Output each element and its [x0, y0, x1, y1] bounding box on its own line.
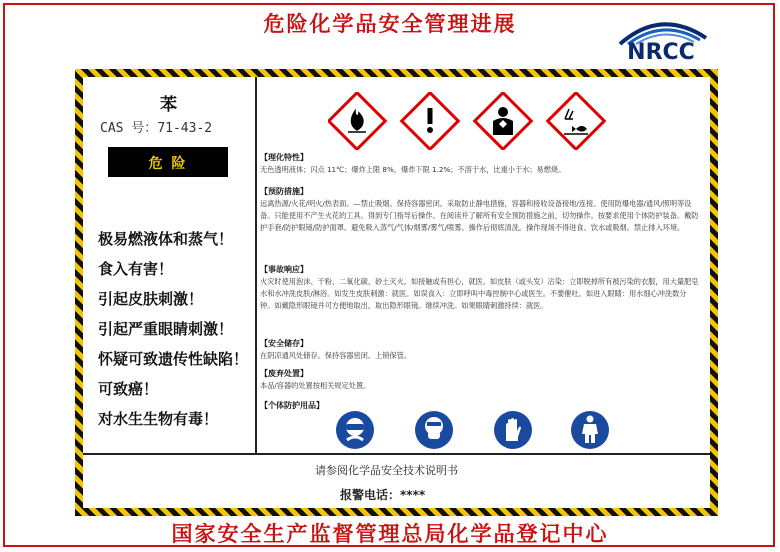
face-shield-icon: [335, 410, 375, 450]
ghs-pictograms: [328, 92, 618, 150]
footer-divider: [83, 453, 710, 455]
hazard-statement: 对水生生物有毒！: [98, 410, 219, 428]
gloves-icon: [493, 410, 533, 450]
hazard-statement: 引起皮肤刺激！: [98, 290, 204, 308]
signal-word: 危 险: [148, 156, 188, 172]
section-title: 【安全储存】: [260, 339, 308, 348]
section-body: 在阴凉通风处储存。保持容器密闭。上锁保管。: [260, 351, 411, 360]
section-body: 本品/容器的处置按相关规定处置。: [260, 381, 371, 390]
section-title: 【理化特性】: [260, 153, 308, 162]
section-title: 【事故响应】: [260, 265, 308, 274]
section-body: 无色透明液体；闪点 11℃；爆炸上限 8%，爆炸下限 1.2%；不溶于水，比重小于水；易燃烧。: [260, 165, 566, 174]
section-ppe: [260, 400, 700, 412]
organization-name: 国家安全生产监督管理总局化学品登记中心: [171, 522, 609, 546]
section-storage: [260, 338, 700, 362]
column-divider: [255, 77, 257, 453]
hazard-statement: 食入有害！: [98, 260, 174, 278]
hazard-statement: 极易燃液体和蒸气！: [98, 230, 234, 248]
page-title: 危险化学品安全管理进展: [263, 12, 517, 36]
hazard-statement: 怀疑可致遗传性缺陷！: [98, 350, 249, 368]
cas-label: CAS 号：: [100, 121, 158, 136]
hazard-statement: 可致癌！: [98, 380, 159, 398]
phone-label: 报警电话：: [340, 488, 401, 502]
health-hazard-icon: [475, 93, 532, 150]
cas-value: 71-43-2: [157, 121, 213, 136]
signal-word-box: [108, 147, 228, 177]
section-body: 远离热源/火花/明火/热表面。—禁止吸烟。保持容器密闭。采取防止静电措施，容器和接收设备接地/连接。使用防爆电器/通风/照明等设备。只能使用不产生火花的工具。得到专门指导后操作。在阅读并了解所有安全预防措施之前，切勿操作。按要求使用个体防护装备。戴防护手套/防护眼镜/防护面罩。避免吸入蒸气/气体/烟雾/雾气/喷雾。操作后彻底清洗。操作现场不得进食、饮水或吸烟。禁止排入环境。: [260, 199, 699, 232]
protective-suit-icon: [570, 410, 610, 450]
logo-text: NRCC: [627, 40, 695, 65]
msds-reference: 请参阅化学品安全技术说明书: [315, 464, 458, 477]
environment-icon: [548, 93, 605, 150]
exclamation-icon: [402, 93, 459, 150]
emergency-phone: [340, 486, 425, 503]
product-name: 苯: [160, 95, 177, 115]
section-disposal: [260, 368, 700, 392]
section-physchem: [260, 152, 700, 176]
section-response: [260, 264, 700, 312]
flame-icon: [329, 93, 386, 150]
section-title: 【个体防护用品】: [260, 401, 324, 410]
hazard-statement: 引起严重眼睛刺激！: [98, 320, 234, 338]
respirator-icon: [414, 410, 454, 450]
phone-value: ****: [400, 488, 426, 502]
hazard-statements: [98, 228, 248, 438]
section-body: 火灾时使用泡沫、干粉、二氧化碳、砂土灭火。如接触或有担心，就医。如皮肤（或头发）沾染：立即脱掉所有被污染的衣服，用大量肥皂水和水冲洗皮肤/淋浴。如发生皮肤刺激：就医。如误食入：立即呼叫中毒控制中心或医生。不要催吐。如进入眼睛：用水细心冲洗数分钟。如戴隐形眼镜并可方便地取出，取出隐形眼镜。继续冲洗。如果眼睛刺激持续：就医。: [260, 277, 699, 310]
section-prevention: [260, 186, 700, 234]
nrcc-logo: [606, 14, 716, 70]
section-title: 【废弃处置】: [260, 369, 308, 378]
section-title: 【预防措施】: [260, 187, 308, 196]
cas-number: [100, 117, 212, 136]
